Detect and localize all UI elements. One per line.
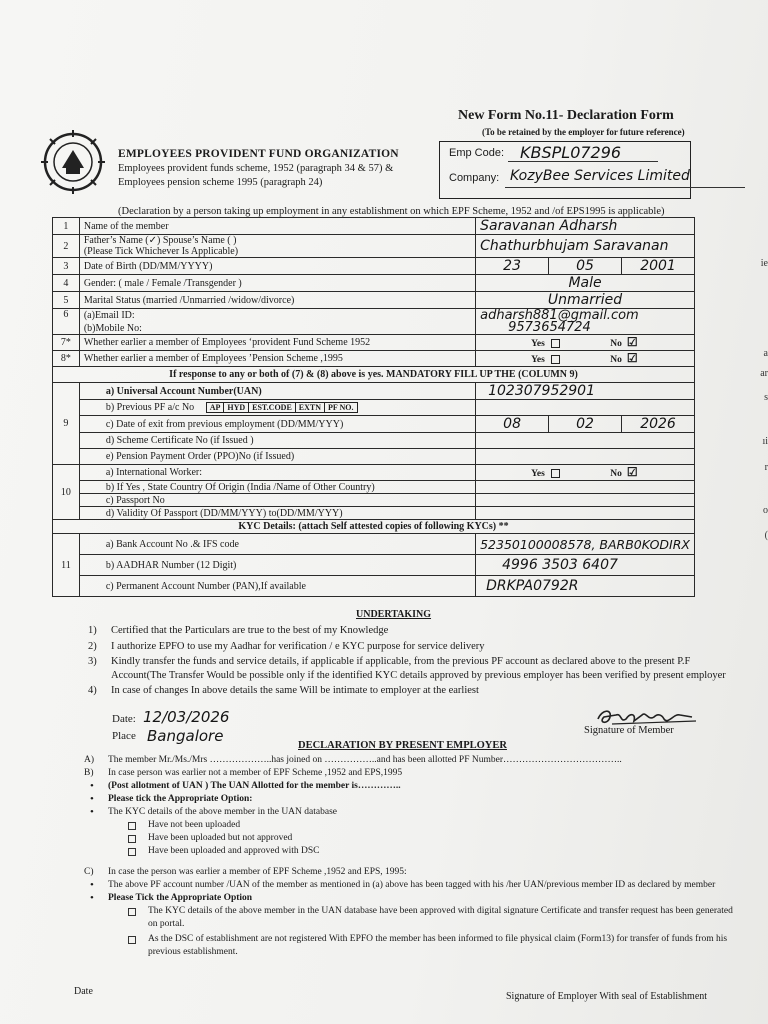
eps-member-question: Whether earlier a member of Employees ’Pension Scheme ,1995	[79, 351, 475, 367]
country-origin-label: b) If Yes , State Country Of Origin (India /Name of Other Country)	[79, 481, 475, 494]
option-physical-claim: As the DSC of establishment are not registered With EPFO the member has been informed to file physical claim (Form13) for transfer of funds from his previous establishment.	[148, 934, 728, 957]
tick-option-heading-2: Please Tick the Appropriate Option	[108, 893, 253, 903]
marital-status-field[interactable]: Unmarried	[547, 292, 623, 308]
list-item: 3) Kindly transfer the funds and service details, if applicable if applicable, from the previous PF account as declared above to the present P.F Account(The Transfer Would be possible only if the identified KYC details approved by previous employer has been verified by present employer	[88, 656, 726, 681]
edge-text: ar	[760, 368, 768, 379]
intl-yes-label: Yes	[531, 469, 545, 479]
member-details-table	[52, 217, 695, 597]
member-signature-label: Signature of Member	[584, 725, 674, 736]
table-row	[53, 258, 695, 275]
exit-month-field[interactable]: 02	[549, 416, 622, 432]
form-title: New Form No.11- Declaration Form	[458, 108, 674, 123]
declaration-intro: (Declaration by a person taking up employment in any establishment on which EPF Scheme, 1952 and /of EPS1995 is applicable)	[118, 206, 665, 217]
row-number: 1	[53, 218, 80, 235]
table-row	[53, 465, 695, 481]
table-row	[53, 576, 695, 597]
table-row	[53, 520, 695, 534]
previous-pf-label: b) Previous PF a/c No	[105, 402, 195, 413]
list-item: 2) I authorize EPFO to use my Aadhar for verification / e KYC purpose for service delivery	[88, 640, 485, 652]
row-number: 11	[53, 534, 80, 597]
employer-signature-label: Signature of Employer With seal of Establishment	[506, 991, 708, 1002]
exit-year-field[interactable]: 2026	[640, 416, 676, 432]
ppo-label: e) Pension Payment Order (PPO)No (if Issued)	[79, 449, 475, 465]
intl-no-label: No	[610, 469, 622, 479]
scheme-certificate-label: d) Scheme Certificate No (if Issued )	[79, 433, 475, 449]
kyc-intro-text: The KYC details of the above member in the UAN database	[108, 807, 337, 817]
marital-status-label: Marital Status (married /Unmarried /widow/divorce)	[79, 292, 475, 309]
option-checkbox[interactable]	[128, 835, 136, 843]
list-item: 4) In case of changes In above details the same Will be intimate to employer at the earliest	[88, 685, 479, 696]
uan-field[interactable]: 102307952901	[488, 383, 595, 399]
aadhar-label: b) AADHAR Number (12 Digit)	[79, 555, 475, 576]
member-name-field[interactable]: Saravanan Adharsh	[480, 218, 618, 234]
pan-label: c) Permanent Account Number (PAN),If available	[79, 576, 475, 597]
table-row	[53, 218, 695, 235]
passport-validity-label: d) Validity Of Passport (DD/MM/YYY) to(DD/MM/YYY)	[79, 507, 475, 520]
table-row	[53, 400, 695, 416]
table-row	[53, 309, 695, 335]
father-spouse-label: Father’s Name (✓) Spouse’s Name ( )	[83, 235, 237, 246]
father-name-field[interactable]: Chathurbhujam Saravanan	[480, 238, 669, 254]
table-row	[53, 335, 695, 351]
employer-declaration-title: DECLARATION BY PRESENT EMPLOYER	[298, 740, 507, 751]
passport-validity-field[interactable]	[476, 507, 695, 520]
pf-box-extn: EXTN	[295, 402, 325, 413]
epf-no-label: No	[610, 339, 622, 349]
table-row	[53, 351, 695, 367]
option-checkbox[interactable]	[128, 822, 136, 830]
kyc-heading: KYC Details: (attach Self attested copies of following KYCs) **	[53, 520, 695, 534]
bank-account-field[interactable]: 52350100008578, BARB0KODIRX	[480, 536, 690, 552]
org-pension-line: Employees pension scheme 1995 (paragraph 24)	[118, 177, 323, 188]
dob-label: Date of Birth (DD/MM/YYYY)	[79, 258, 475, 275]
member-place-field[interactable]: Bangalore	[147, 727, 224, 745]
edge-text: ie	[760, 258, 768, 269]
member-name-label: Name of the member	[79, 218, 475, 235]
tick-option-heading: Please tick the Appropriate Option:	[108, 794, 253, 804]
passport-no-label: c) Passport No	[79, 494, 475, 507]
table-row	[53, 433, 695, 449]
edge-text: ıi	[762, 436, 768, 447]
mobile-field[interactable]: 9573654724	[508, 320, 591, 335]
edge-text: r	[764, 462, 768, 473]
row-number: 2	[53, 235, 80, 258]
pf-box-estcode: EST.CODE	[248, 402, 296, 413]
table-row	[53, 235, 695, 258]
table-row	[53, 534, 695, 555]
table-row	[53, 494, 695, 507]
edge-text: s	[764, 392, 768, 403]
gender-field[interactable]: Male	[568, 275, 602, 291]
member-date-field[interactable]: 12/03/2026	[143, 708, 230, 726]
undertaking-title: UNDERTAKING	[356, 609, 432, 620]
table-row	[53, 449, 695, 465]
exit-date-label: c) Date of exit from previous employment (DD/MM/YYY)	[79, 416, 475, 433]
previous-pf-field[interactable]	[476, 400, 695, 416]
table-row	[53, 275, 695, 292]
org-name: EMPLOYEES PROVIDENT FUND ORGANIZATION	[118, 148, 399, 160]
email-field[interactable]: adharsh881@gmail.com	[480, 308, 639, 323]
epf-yes-label: Yes	[531, 339, 545, 349]
row-number: 4	[53, 275, 80, 292]
option-checkbox[interactable]	[128, 936, 136, 944]
scheme-certificate-field[interactable]	[476, 433, 695, 449]
employer-section-c: C) In case the person was earlier a member of EPF Scheme ,1952 and EPS, 1995: • The above PF account number /UAN of the member as mentioned in (a) above has been tagged with his /her UAN/previous member ID as declared by member • Please Tick the Appropriate Option The KYC details of the above member in the UAN database have been approved with digital signature Certificate and transfer request has been generated on portal. As the DSC of establishment are not registered With EPFO the member has been informed to file physical claim (Form13) for transfer of funds from his previous establishment.	[84, 867, 733, 957]
option-approved-dsc: Have been uploaded and approved with DSC	[148, 846, 320, 856]
org-scheme-line: Employees provident funds scheme, 1952 (paragraph 34 & 57) &	[118, 163, 394, 174]
company-label: Company:	[449, 172, 500, 184]
company-value[interactable]: KozyBee Services Limited	[510, 168, 690, 184]
exit-day-field[interactable]: 08	[476, 416, 549, 432]
pan-field[interactable]: DRKPA0792R	[486, 578, 579, 594]
company-underline	[505, 187, 745, 188]
dob-month-field[interactable]: 05	[549, 258, 622, 274]
form-subtitle: (To be retained by the employer for future reference)	[482, 127, 685, 137]
row-number: 10	[53, 465, 80, 520]
country-origin-field[interactable]	[476, 481, 695, 494]
intl-no-checkbox-checked[interactable]: ☑	[626, 465, 638, 479]
member-date-label: Date:	[112, 713, 136, 725]
pf-box-hyd: HYD	[223, 402, 249, 413]
international-worker-label: a) International Worker:	[79, 465, 475, 481]
passport-no-field[interactable]	[476, 494, 695, 507]
eps-yes-label: Yes	[531, 355, 545, 365]
aadhar-field[interactable]: 4996 3503 6407	[502, 557, 618, 573]
epf-yes-checkbox[interactable]	[551, 339, 560, 348]
pf-box-pfno: PF NO.	[324, 402, 357, 413]
option-dsc-approved: The KYC details of the above member in the UAN database have been approved with digital signature Certificate and transfer request has been generated on portal.	[148, 906, 733, 929]
email-label: (a)Email ID:	[83, 309, 135, 321]
emp-code-underline	[508, 161, 658, 162]
row-number: 8*	[53, 351, 80, 367]
edge-text: o	[763, 505, 768, 516]
emp-code-label: Emp Code:	[449, 147, 505, 159]
intl-yes-checkbox[interactable]	[551, 469, 560, 478]
employer-date-label: Date	[74, 986, 93, 997]
mandatory-note: If response to any or both of (7) & (8) above is yes. MANDATORY FILL UP THE (COLUMN 9)	[53, 367, 695, 383]
eps-yes-checkbox[interactable]	[551, 355, 560, 364]
table-row	[53, 555, 695, 576]
post-allotment-text: (Post allotment of UAN ) The UAN Allotted for the member is…………..	[108, 781, 401, 791]
option-checkbox[interactable]	[128, 908, 136, 916]
row-number: 5	[53, 292, 80, 309]
table-row	[53, 416, 695, 433]
uan-label: a) Universal Account Number(UAN)	[79, 383, 475, 400]
tagged-text: The above PF account number /UAN of the member as mentioned in (a) above has been tagged with his /her UAN/previous member ID as declared by member	[108, 880, 716, 890]
table-row	[53, 507, 695, 520]
table-row	[53, 481, 695, 494]
table-row	[53, 292, 695, 309]
tick-note-label: (Please Tick Whichever Is Applicable)	[83, 246, 239, 257]
table-row	[53, 383, 695, 400]
gender-label: Gender: ( male / Female /Transgender )	[79, 275, 475, 292]
edge-text: a	[763, 348, 768, 359]
mobile-label: (b)Mobile No:	[83, 322, 142, 334]
epf-member-question: Whether earlier a member of Employees ‘provident Fund Scheme 1952	[79, 335, 475, 351]
row-number: 9	[53, 383, 80, 465]
edge-text: (	[764, 530, 768, 541]
undertaking-list	[88, 624, 728, 700]
dob-year-field[interactable]: 2001	[640, 258, 676, 274]
row-number: 3	[53, 258, 80, 275]
member-place-label: Place	[112, 730, 136, 742]
epfo-logo-icon	[36, 128, 110, 198]
epf-no-checkbox-checked[interactable]: ☑	[626, 335, 638, 349]
eps-no-label: No	[610, 355, 622, 365]
eps-no-checkbox-checked[interactable]: ☑	[626, 351, 638, 365]
ppo-field[interactable]	[476, 449, 695, 465]
pf-box-ap: AP	[206, 402, 225, 413]
dob-day-field[interactable]: 23	[476, 258, 549, 274]
row-number: 7*	[53, 335, 80, 351]
emp-code-value[interactable]: KBSPL07296	[520, 143, 622, 162]
option-not-approved: Have been uploaded but not approved	[148, 833, 293, 843]
row-number: 6	[53, 309, 80, 335]
option-not-uploaded: Have not been uploaded	[148, 820, 241, 830]
bank-account-label: a) Bank Account No .& IFS code	[79, 534, 475, 555]
list-item: 1) Certified that the Particulars are true to the best of my Knowledge	[88, 625, 389, 636]
employer-section-a: A) The member Mr./Ms./Mrs ………………..has joined on ……………..and has been allotted PF Number……………………………….. B) In case person was earlier not a member of EPF Scheme ,1952 and EPS,1995 • (Post allotment of UAN ) The UAN Allotted for the member is………….. • Please tick the Appropriate Option: • The KYC details of the above member in the UAN database Have not been uploaded Have been uploaded but not approved Have been uploaded and approved with DSC	[84, 755, 622, 856]
option-checkbox[interactable]	[128, 848, 136, 856]
table-row	[53, 367, 695, 383]
